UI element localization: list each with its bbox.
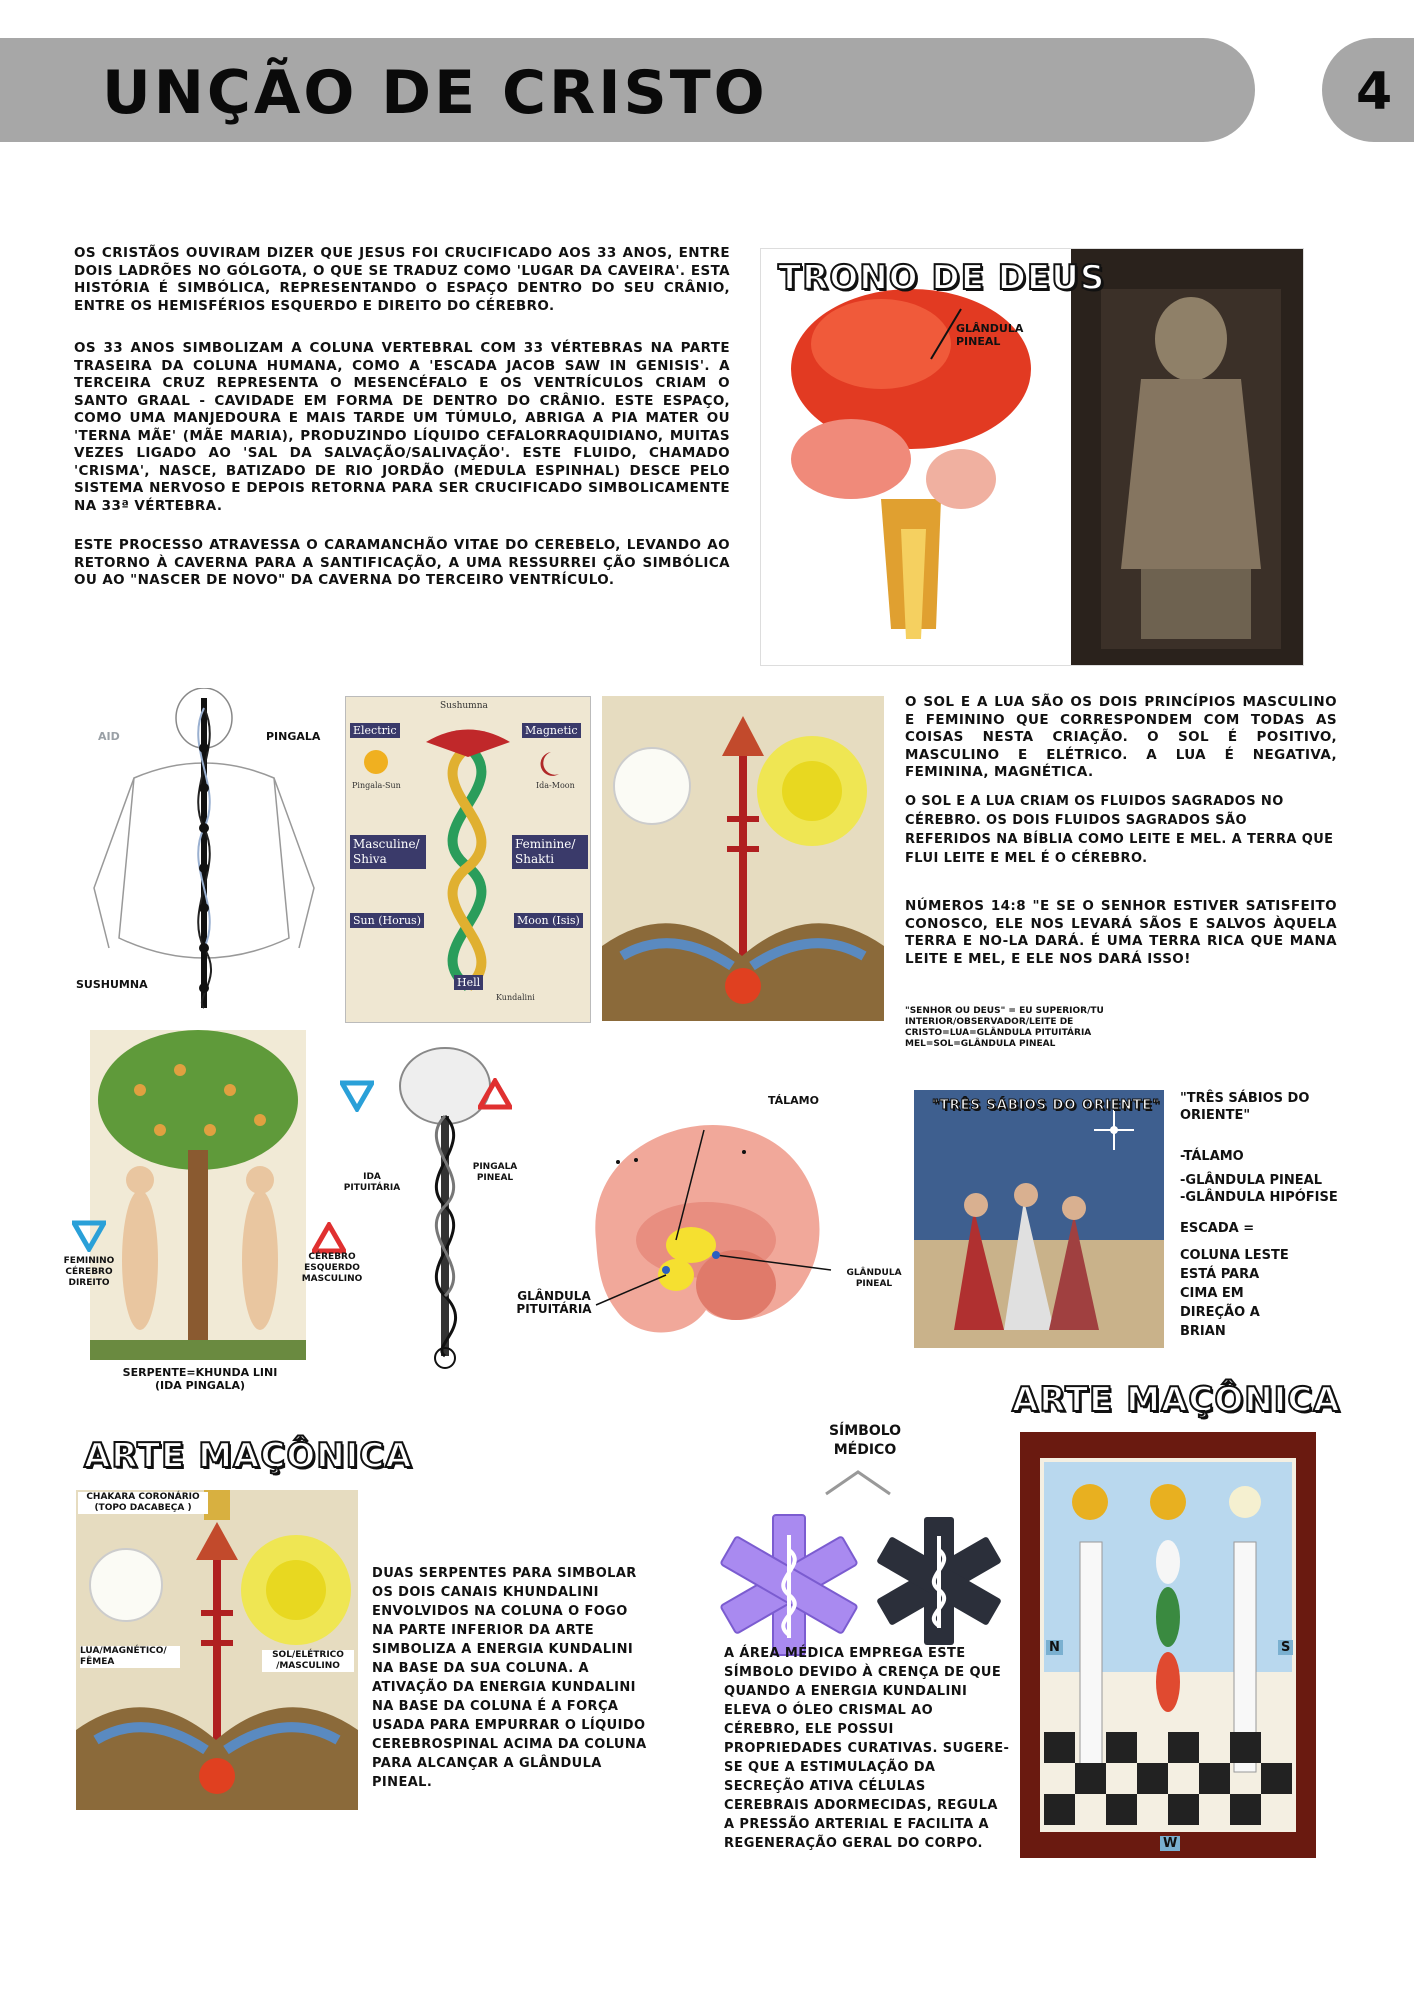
ida-pituitary-label: IDA PITUITÁRIA [343,1172,401,1193]
magnetic-label: Magnetic [522,723,581,738]
wise-men-item-2: -GLÂNDULA PINEAL [1180,1173,1322,1188]
moon-isis-label: Moon (Isis) [514,913,583,928]
page-title: UNÇÃO DE CRISTO [102,58,768,128]
chevron-down-icon [820,1468,896,1498]
sun-electric-label: SOL/ELÉTRICO /MASCULINO [262,1650,354,1672]
wise-men-item-1: -TÁLAMO [1180,1149,1244,1164]
moon-magnetic-label: LUA/MAGNÉTICO/ FÊMEA [80,1646,180,1668]
brain-stem-illustration [761,249,1303,665]
caduceus-chart [345,696,591,1023]
hell-label: Hell [454,975,483,990]
fire-triangle-icon-2 [478,1078,512,1110]
aid-label: AID [98,730,120,743]
wise-men-image [914,1090,1164,1348]
throne-title: TRONO DE DEUS [778,258,1106,298]
wise-men-title: "TRÊS SÁBIOS DO ORIENTE" [1180,1091,1310,1123]
water-triangle-icon-2 [340,1080,374,1112]
masonic-art-image-right [1020,1432,1316,1858]
wise-men-item-3: -GLÂNDULA HIPÓFISE [1180,1190,1338,1205]
masonic-art-title-left: ARTE MAÇÔNICA [84,1436,413,1476]
pituitary-label: GLÂNDULA PITUITÁRIA [516,1289,592,1316]
sun-horus-label: Sun (Horus) [350,913,424,928]
numbers-quote: NÚMEROS 14:8 "E SE O SENHOR ESTIVER SATISFEITO CONOSCO, ELE NOS LEVARÁ SÃOS E SALVOS ÀQUELA TERRA E NO-LA DARÁ. É UMA TERRA RICA QUE MANA LEITE E MEL, E ELE NOS DARÁ ISSO! [905,898,1337,967]
escada-text: COLUNA LESTE ESTÁ PARA CIMA EM DIREÇÃO A BRIAN [1180,1248,1289,1339]
intro-paragraph-3: ESTE PROCESSO ATRAVESSA O CARAMANCHÃO VITAE DO CEREBELO, LEVANDO AO RETORNO À CAVERNA PARA A SANTIFICAÇÃO, A UMA RESSURREI ÇÃO SIMBÓLICA OU AO "NASCER DE NOVO" DA CAVERNA DO TERCEIRO VENTRÍCULO. [74,537,730,588]
serpent-caption: SERPENTE=KHUNDA LINI (IDA PINGALA) [122,1366,278,1392]
page-number: 4 [1356,62,1393,122]
medical-symbol-title: SÍMBOLO MÉDICO [828,1423,902,1458]
feminine-brain-label: FEMININO CÉREBRO DIREITO [63,1256,115,1288]
escada-label: ESCADA = [1180,1221,1255,1236]
medical-text: A ÁREA MÉDICA EMPREGA ESTE SÍMBOLO DEVIDO À CRENÇA DE QUE QUANDO A ENERGIA KUNDALINI ELEVA O ÓLEO CRISMAL AO CÉREBRO, ELE POSSUI PROPRIEDADES CURATIVAS. SUGERE-SE QUE A ESTIMULAÇÃO DA SECREÇÃO ATIVA CÉLULAS CEREBRAIS ADORMECIDAS, REGULA A PRESSÃO ARTERIAL E FACILITA A REGENERAÇÃO GERAL DO CORPO. [724,1646,1010,1851]
dark-star-of-life-icon [872,1514,1006,1648]
masculine-brain-label: CÉREBRO ESQUERDO MASCULINO [301,1252,363,1284]
masonic-art-title-right: ARTE MAÇÔNICA [1012,1380,1341,1420]
west-label: W [1160,1836,1180,1851]
sun-moon-paragraph-1: O SOL E A LUA SÃO OS DOIS PRINCÍPIOS MASCULINO E FEMININO QUE CORRESPONDEM COM TODAS AS COISAS NESTA CRIAÇÃO. O SOL É POSITIVO, MASCULINO E ELÉTRICO. A LUA É NEGATIVA, FEMININA, MAGNÉTICA. [905,694,1337,780]
pingala-label: PINGALA [266,730,321,743]
sun-moon-paragraph-2: O SOL E A LUA CRIAM OS FLUIDOS SAGRADOS NO CÉREBRO. OS DOIS FLUIDOS SAGRADOS SÃO REFERIDOS NA BÍBLIA COMO LEITE E MEL. A TERRA QUE FLUI LEITE E MEL É O CÉREBRO. [905,794,1334,866]
wise-men-banner: "TRÊS SÁBIOS DO ORIENTE" [932,1098,1161,1113]
north-label: N [1046,1640,1063,1655]
brain-cross-section [576,1110,836,1350]
purple-star-of-life-icon [714,1510,864,1660]
intro-paragraph-2: OS 33 ANOS SIMBOLIZAM A COLUNA VERTEBRAL COM 33 VÉRTEBRAS NA PARTE TRASEIRA DA COLUNA HUMANA, COMO A 'ESCADA JACOB SAW IN GENISIS'. A TERCEIRA CRUZ REPRESENTA O MESENCÉFALO E OS VENTRÍCULOS CRIAM O SANTO GRAAL - CAVIDADE EM FORMA DE DENTRO DO CRÂNIO. ESTE ESPAÇO, COMO UMA MANJEDOURA E MAIS TARDE UM TÚMULO, ABRIGA A PIA MATER OU 'TERNA MÃE' (MÃE MARIA), PRODUZINDO LÍQUIDO CEFALORRAQUIDIANO, MUITAS VEZES LIGADO AO 'SAL DA SALVAÇÃO/SALIVAÇÃO'. ESTE FLUIDO, CHAMADO 'CRISMA', NASCE, BATIZADO DE RIO JORDÃO (MEDULA ESPINHAL) DESCE PELO SISTEMA NERVOSO E DEPOIS RETORNA PARA SER CRUCIFICADO SIMBOLICAMENTE NA 33ª VÉRTEBRA. [74,340,730,514]
sushumna-chart-label: Sushumna [440,701,488,711]
masculine-label: Masculine/ Shiva [350,835,426,869]
electric-label: Electric [350,723,400,738]
feminine-label: Feminine/ Shakti [512,835,588,869]
water-triangle-icon [72,1220,106,1252]
pingala-sun-label: Pingala-Sun [352,781,401,790]
kundalini-label: Kundalini [496,993,535,1002]
alchemy-image [602,696,884,1021]
pingala-pineal-label: PINGALA PINEAL [472,1162,518,1183]
intro-paragraph-1: OS CRISTÃOS OUVIRAM DIZER QUE JESUS FOI CRUCIFICADO AOS 33 ANOS, ENTRE DOIS LADRÕES NO GÓLGOTA, O QUE SE TRADUZ COMO 'LUGAR DA CAVEIRA'. ESTA HISTÓRIA É SIMBÓLICA, REPRESENTANDO O ESPAÇO DENTRO DO SEU CRÂNIO, ENTRE OS HEMISFÉRIOS ESQUERDO E DIREITO DO CÉREBRO. [74,245,730,314]
south-label: S [1278,1640,1293,1655]
throne-image [760,248,1304,666]
pineal-gland-label: GLÂNDULA PINEAL [846,1268,902,1289]
masonic-left-text: DUAS SERPENTES PARA SIMBOLAR OS DOIS CANAIS KHUNDALINI ENVOLVIDOS NA COLUNA O FOGO NA PARTE INFERIOR DA ARTE SIMBOLIZA A ENERGIA KUNDALINI NA BASE DA SUA COLUNA. A ATIVAÇÃO DA ENERGIA KUNDALINI NA BASE DA COLUNA É A FORÇA USADA PARA EMPURRAR O LÍQUIDO CEREBROSPINAL ACIMA DA COLUNA PARA ALCANÇAR A GLÂNDULA PINEAL. [372,1566,647,1790]
crown-chakra-label: CHAKARA CORONÁRIO (TOPO DACABEÇA ) [78,1492,208,1514]
lord-note: "SENHOR OU DEUS" = EU SUPERIOR/TU INTERIOR/OBSERVADOR/LEITE DE CRISTO=LUA=GLÂNDULA PITUITÁRIA MEL=SOL=GLÂNDULA PINEAL [905,1006,1104,1049]
fire-triangle-icon [312,1222,346,1254]
pineal-label: GLÂNDULA PINEAL [956,322,1024,348]
adam-eve-image [90,1030,306,1360]
ida-moon-label: Ida-Moon [536,781,575,790]
sushumna-label: SUSHUMNA [76,978,148,991]
thalamus-label: TÁLAMO [768,1094,819,1107]
